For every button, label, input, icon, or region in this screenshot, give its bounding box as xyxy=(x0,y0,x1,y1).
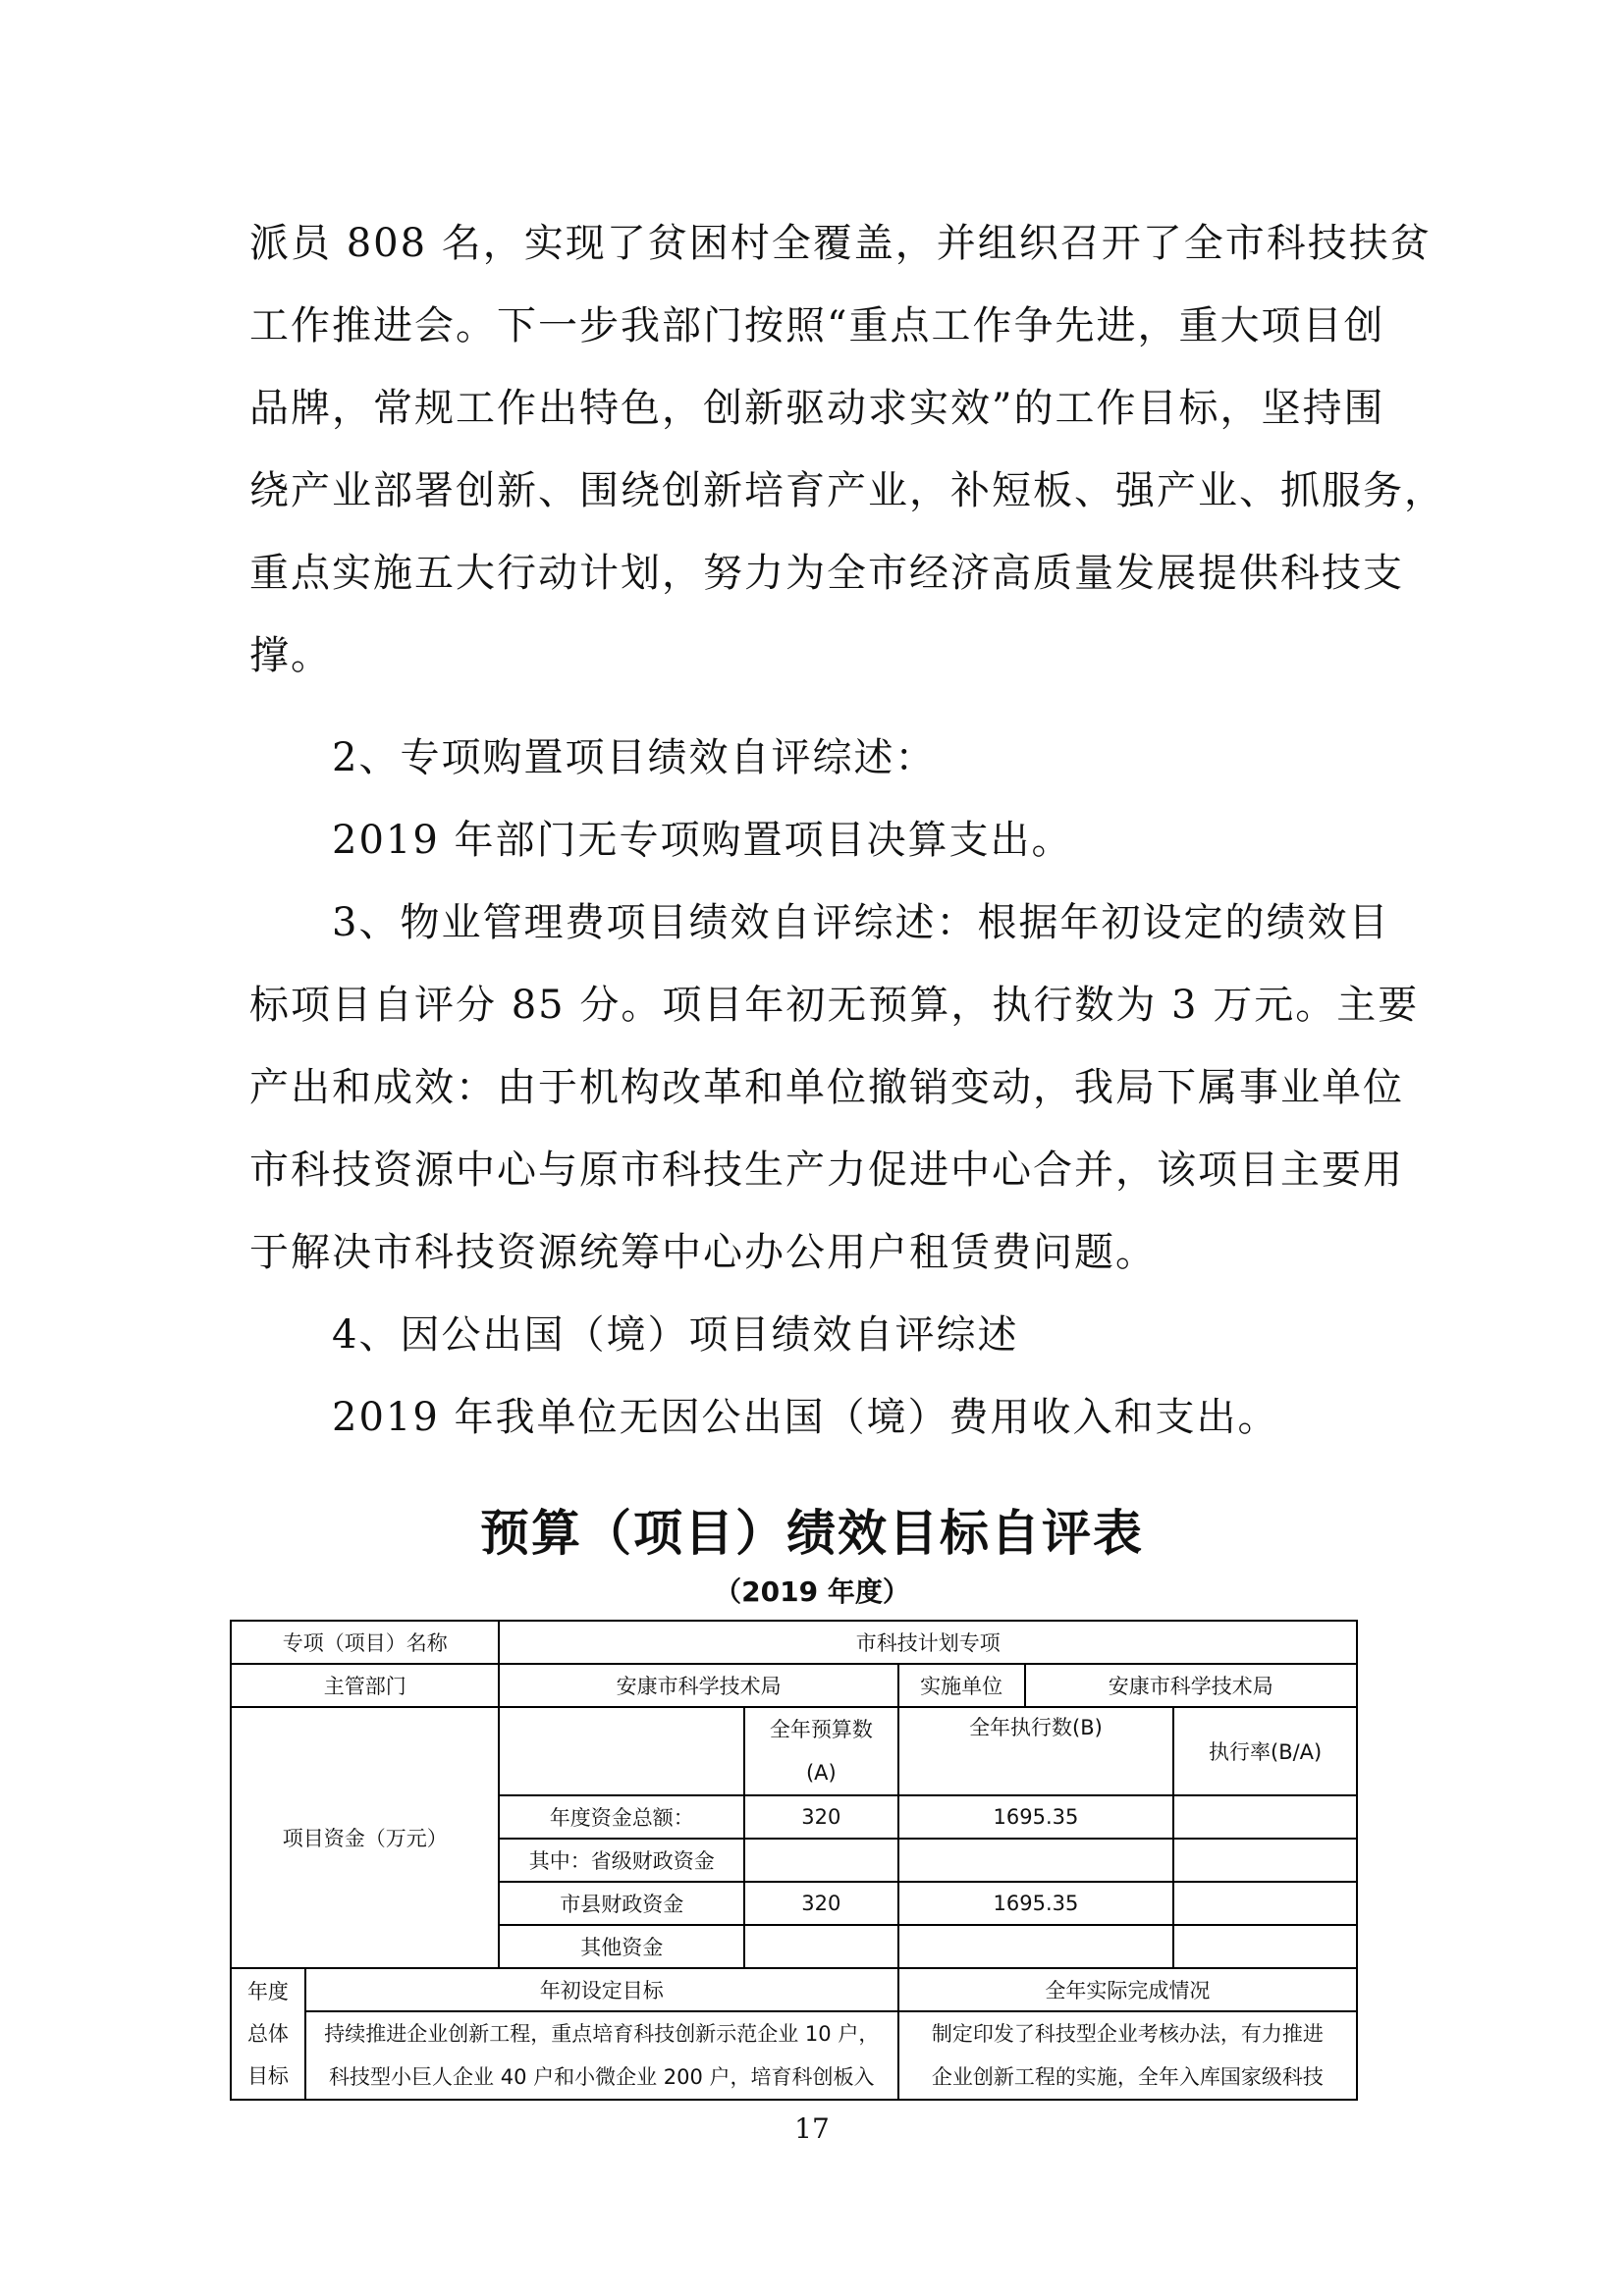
empty-cell xyxy=(499,1707,744,1795)
table-row xyxy=(231,1621,1357,1664)
text-line: 产出和成效：由于机构改革和单位撤销变动，我局下属事业单位 xyxy=(249,1065,1404,1110)
annual-goal-side-label xyxy=(231,1968,305,2100)
funds-label: 项目资金（万元） xyxy=(231,1707,499,1968)
rate-value xyxy=(1173,1839,1357,1882)
rate-value xyxy=(1173,1795,1357,1839)
row-label: 年度资金总额： xyxy=(499,1795,744,1839)
col-budget-line2: (A) xyxy=(805,1761,837,1785)
budget-value xyxy=(744,1925,898,1968)
text-line: 于解决市科技资源统筹中心办公用户租赁费问题。 xyxy=(249,1230,1157,1275)
text-line: 持续推进企业创新工程，重点培育科技创新示范企业 10 户， xyxy=(324,2022,880,2046)
section-2-text: 2019 年部门无专项购置项目决算支出。 xyxy=(332,818,1073,863)
table-subtitle: （2019 年度） xyxy=(714,1575,910,1608)
section-4-heading: 4、因公出国（境）项目绩效自评综述 xyxy=(332,1312,1019,1358)
goal-actual-header: 全年实际完成情况 xyxy=(898,1968,1357,2011)
section-3 xyxy=(249,881,1420,1294)
section-4 xyxy=(249,1294,1388,1459)
text-line: 科技型小巨人企业 40 户和小微企业 200 户，培育科创板入 xyxy=(329,2065,875,2089)
page-number: 17 xyxy=(794,2112,830,2145)
budget-value xyxy=(744,1839,898,1882)
budget-value: 320 xyxy=(744,1882,898,1925)
exec-value: 1695.35 xyxy=(898,1795,1174,1839)
goal-set-text xyxy=(305,2011,898,2100)
rate-value xyxy=(1173,1925,1357,1968)
text-line: 品牌，常规工作出特色，创新驱动求实效”的工作目标，坚持围 xyxy=(249,386,1385,431)
performance-evaluation-table xyxy=(230,1620,1358,2101)
text-line: 工作推进会。下一步我部门按照“重点工作争先进，重大项目创 xyxy=(249,303,1385,348)
text-line: 3、物业管理费项目绩效自评综述：根据年初设定的绩效目 xyxy=(332,900,1390,945)
text-line: 绕产业部署创新、围绕创新培育产业，补短板、强产业、抓服务， xyxy=(249,468,1445,513)
text-line: 企业创新工程的实施，全年入库国家级科技 xyxy=(931,2065,1324,2089)
section-4-text: 2019 年我单位无因公出国（境）费用收入和支出。 xyxy=(332,1395,1279,1440)
col-budget-header xyxy=(744,1707,898,1795)
table-row xyxy=(231,1664,1357,1707)
budget-value: 320 xyxy=(744,1795,898,1839)
exec-value xyxy=(898,1839,1174,1882)
impl-unit-value: 安康市科学技术局 xyxy=(1025,1664,1357,1707)
goal-set-header: 年初设定目标 xyxy=(305,1968,898,2011)
col-rate-header: 执行率(B/A) xyxy=(1173,1707,1357,1795)
rate-value xyxy=(1173,1882,1357,1925)
text-line: 市科技资源中心与原市科技生产力促进中心合并，该项目主要用 xyxy=(249,1148,1404,1193)
row-label: 其中：省级财政资金 xyxy=(499,1839,744,1882)
row-label: 市县财政资金 xyxy=(499,1882,744,1925)
project-name-label: 专项（项目）名称 xyxy=(231,1621,499,1664)
side-label-line: 目标 xyxy=(246,2063,289,2088)
section-2 xyxy=(249,717,1388,881)
table-row xyxy=(231,2011,1357,2100)
impl-unit-label: 实施单位 xyxy=(898,1664,1025,1707)
table-row xyxy=(231,1707,1357,1795)
dept-value: 安康市科学技术局 xyxy=(499,1664,897,1707)
row-label: 其他资金 xyxy=(499,1925,744,1968)
col-exec-header: 全年执行数(B) xyxy=(898,1707,1174,1795)
exec-value: 1695.35 xyxy=(898,1882,1174,1925)
text-line: 派员 808 名，实现了贫困村全覆盖，并组织召开了全市科技扶贫 xyxy=(249,221,1432,266)
section-2-heading: 2、专项购置项目绩效自评综述： xyxy=(332,735,937,780)
side-label-line: 年度 xyxy=(246,1979,289,2003)
col-budget-line1: 全年预算数 xyxy=(769,1718,873,1741)
exec-value xyxy=(898,1925,1174,1968)
dept-label: 主管部门 xyxy=(231,1664,499,1707)
text-line: 撑。 xyxy=(249,633,332,678)
goal-actual-text xyxy=(898,2011,1357,2100)
paragraph-continuation xyxy=(249,202,1445,697)
text-line: 重点实施五大行动计划，努力为全市经济高质量发展提供科技支 xyxy=(249,551,1404,596)
table-row xyxy=(231,1968,1357,2011)
text-line: 标项目自评分 85 分。项目年初无预算，执行数为 3 万元。主要 xyxy=(249,983,1420,1028)
project-name-value: 市科技计划专项 xyxy=(499,1621,1357,1664)
side-label-line: 总体 xyxy=(246,2021,289,2046)
table-title: 预算（项目）绩效目标自评表 xyxy=(480,1505,1144,1562)
text-line: 制定印发了科技型企业考核办法，有力推进 xyxy=(931,2022,1324,2046)
